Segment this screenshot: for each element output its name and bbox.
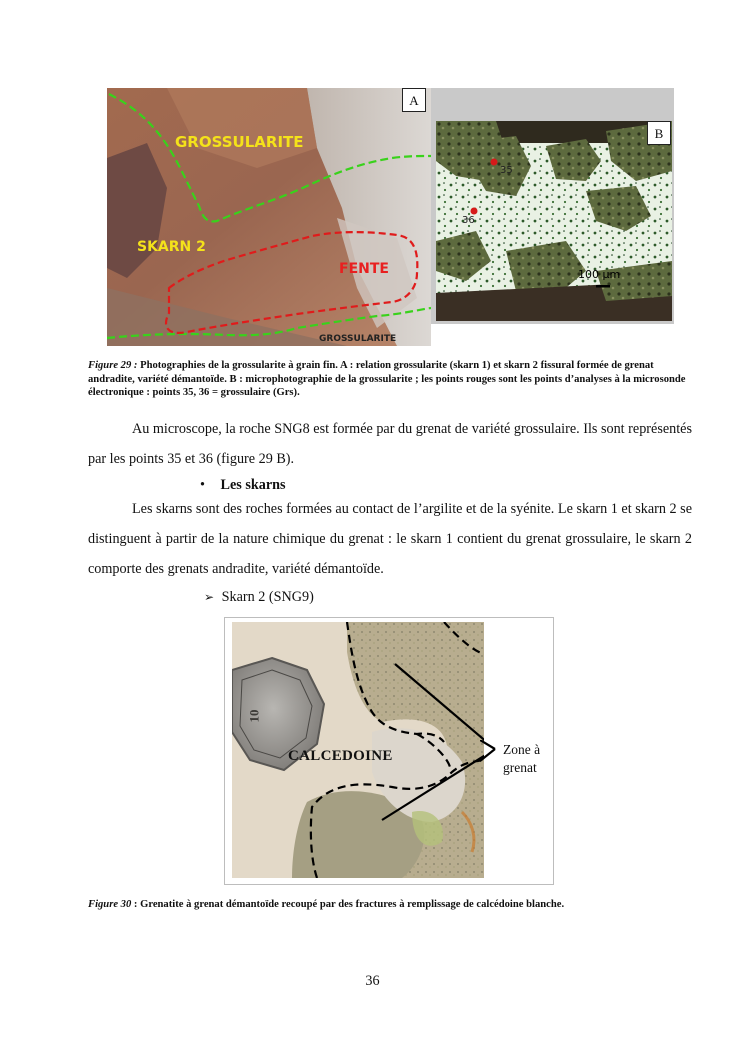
figure30-caption (88, 898, 692, 912)
paragraph-1: Au microscope, la roche SNG8 est formée par du grenat de variété grossulaire. Ils sont représentés par les points 35 et 36 (figure 29 B). (88, 421, 692, 467)
figure30-photo (232, 622, 484, 878)
figure29-caption (88, 359, 692, 400)
panel-b-letter: B (647, 121, 671, 145)
figure29-microphoto-b (436, 121, 672, 321)
coin-number: 10 (246, 709, 262, 723)
paragraph-2: Les skarns sont des roches formées au contact de l’argilite et de la syénite. Le skarn 1 et skarn 2 se distinguent à partir de la nature chimique du grenat : le skarn 1 contient du grenat grossulaire, le skarn 2 comporte des grenats andradite, variété démantoïde. (88, 501, 692, 577)
label-skarn2: SKARN 2 (137, 239, 206, 255)
label-fente: FENTE (339, 261, 389, 277)
label-grossularite-top: GROSSULARITE (175, 133, 304, 151)
point-36-label: 36 (462, 215, 475, 226)
figure29-caption-label: Figure 29 : (88, 360, 138, 371)
label-calcedoine: CALCEDOINE (288, 748, 393, 764)
zone-label-line1: Zone à (503, 742, 541, 757)
zone-label-line2: grenat (503, 760, 537, 775)
sub-item-label: Skarn 2 (SNG9) (221, 589, 314, 605)
label-grossularite-bottom: GROSSULARITE (319, 334, 397, 344)
figure30-caption-text: : Grenatite à grenat démantoïde recoupé par des fractures à remplissage de calcédoine blanche. (131, 899, 565, 910)
bullet-heading: Les skarns (220, 477, 286, 493)
point-35-label: 35 (500, 165, 513, 176)
sub-item (204, 582, 314, 612)
arrow-bullet-icon: ➢ (204, 590, 215, 604)
page-number: 36 (365, 973, 380, 989)
bullet-dot: • (200, 477, 205, 493)
figure29-photo-a (107, 88, 431, 346)
zone-pointer-lines (480, 740, 500, 770)
figure29-caption-text: Photographies de la grossularite à grain fin. A : relation grossularite (skarn 1) et skarn 2 fissural formée de grenat andradite, variété démantoïde. B : microphotographie de la grossularite ; les points rouges sont les points d’analyses à la microsonde électronique : points 35, 36 = grossulaire (Grs). (88, 360, 686, 398)
zone-a-grenat-label (503, 741, 540, 777)
panel-a-letter: A (402, 88, 426, 112)
scale-bar-label: 100 µm (578, 268, 621, 281)
figure30-caption-label: Figure 30 (88, 899, 132, 910)
rock-photo-a (107, 88, 431, 346)
